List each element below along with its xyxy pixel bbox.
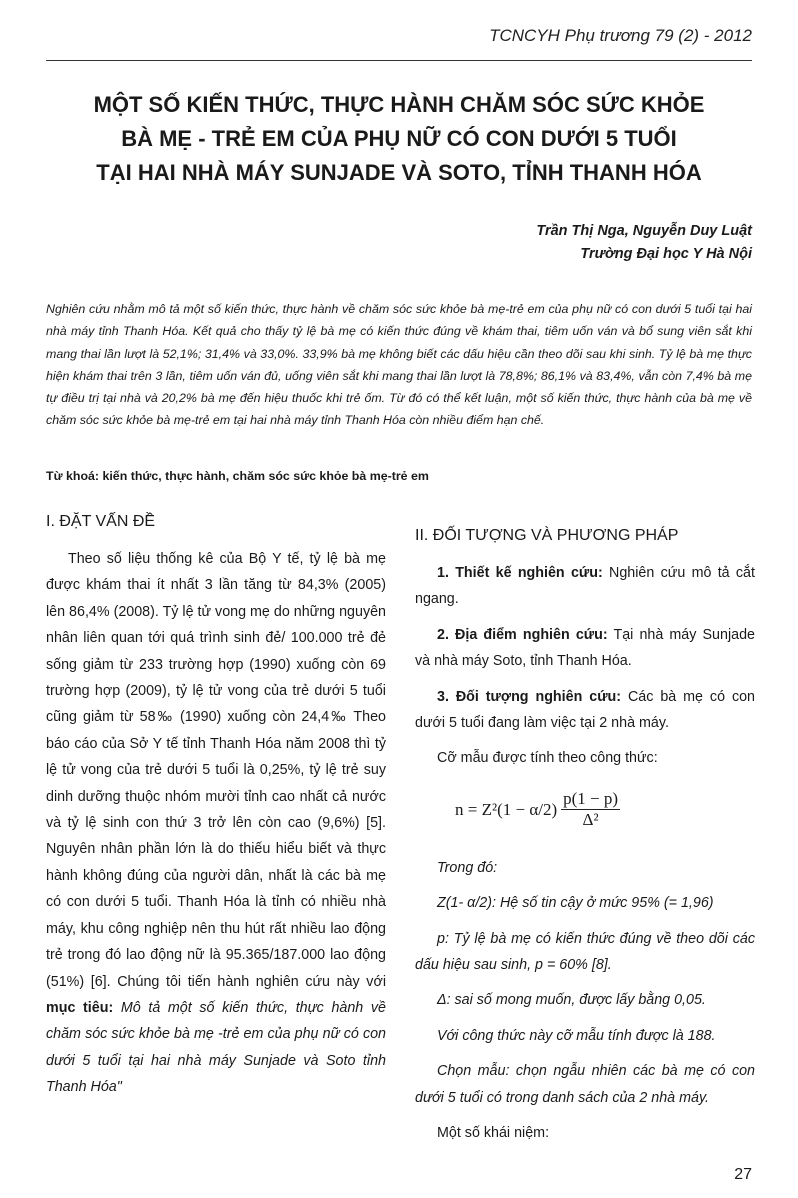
z-text: Hệ số tin cậy ở mức 95% (= 1,96) [496, 895, 714, 912]
header-rule [46, 60, 752, 61]
author-affiliation: Trường Đại học Y Hà Nội [580, 246, 752, 262]
location-paragraph [415, 622, 755, 675]
formula-denominator: Δ² [582, 810, 599, 830]
sample-intro: Cỡ mẫu được tính theo công thức: [437, 750, 658, 767]
z-label: Z(1- α/2): [437, 895, 496, 912]
subjects-label: 3. Đối tượng nghiên cứu: [437, 688, 622, 705]
sampling-method: Chọn mẫu: chọn ngẫu nhiên các bà mẹ có con dưới 5 tuổi có trong danh sách của 2 nhà máy. [415, 1063, 755, 1106]
intro-paragraph [46, 546, 386, 1101]
delta-definition: Δ: sai số mong muốn, được lấy bằng 0,05. [437, 992, 706, 1009]
where-label: Trong đó: [437, 859, 498, 876]
concepts-label: Một số khái niệm: [437, 1125, 550, 1142]
location-label: 2. Địa điểm nghiên cứu: [437, 626, 608, 643]
subjects-paragraph [415, 684, 755, 737]
right-column [415, 524, 755, 1156]
design-paragraph [415, 560, 755, 613]
title-line: MỘT SỐ KIẾN THỨC, THỰC HÀNH CHĂM SÓC SỨC KHỎE [93, 92, 705, 117]
z-definition [415, 890, 755, 916]
aim-label: mục tiêu: [46, 999, 114, 1016]
sample-size-formula [455, 781, 755, 839]
title-line: BÀ MẸ - TRẺ EM CỦA PHỤ NỮ CÓ CON DƯỚI 5 TUỔI [121, 126, 677, 151]
author-names: Trần Thị Nga, Nguyễn Duy Luật [536, 223, 752, 239]
p-definition: p: Tỷ lệ bà mẹ có kiến thức đúng về theo dõi các dấu hiệu sau sinh, p = 60% [8]. [415, 930, 755, 974]
formula-numerator: p(1 − p) [563, 789, 619, 809]
section-heading: II. ĐỐI TƯỢNG VÀ PHƯƠNG PHÁP [415, 527, 679, 544]
left-column [46, 510, 386, 1101]
sample-size-result: Với công thức này cỡ mẫu tính được là 188. [437, 1027, 716, 1044]
author-block [536, 220, 752, 266]
intro-text: Theo số liệu thống kê của Bộ Y tế, tỷ lệ bà mẹ được khám thai ít nhất 3 lần tăng từ 84,3% (2005) lên 86,4% (2008). Tỷ lệ tử vong mẹ do những nguyên nhân liên quan tới quá trình sinh đẻ/ 100.000 trẻ đẻ sống giảm từ 233 trường hợp (1990) xuống còn 69 trường hợp (2009), tỷ lệ tử vong của trẻ dưới 5 tuổi cũng giảm từ 58‰ (1990) xuống còn 24,4‰ Theo báo cáo của Sở Y tế tỉnh Thanh Hóa năm 2008 thì tỷ lệ tử vong của trẻ dưới 5 tuổi là 0,25%, tỷ lệ trẻ suy dinh dưỡng thuộc nhóm mười tỉnh cao nhất cả nước và tỷ lệ sinh con thứ 3 trở lên còn cao (9,6%) [5]. Nguyên nhân phần lớn là do thiếu hiểu biết và thực hành không đúng của người dân, nhất là các bà mẹ có con dưới 5 tuổi. Thanh Hóa là tỉnh có nhiều nhà máy, khu công nghiệp nên thu hút rất nhiều lao động trẻ trong đó lao động nữ là 95.365/187.000 lao động (51%) [6]. Chúng tôi tiến hành nghiên cứu này với [46, 551, 386, 990]
design-text: Nghiên cứu mô tả cắt ngang. [415, 565, 755, 608]
formula-lhs: n = Z²(1 − α/2) [455, 799, 558, 819]
keywords: Từ khoá: kiến thức, thực hành, chăm sóc sức khỏe bà mẹ-trẻ em [46, 469, 429, 483]
section-heading: I. ĐẶT VẤN ĐỀ [46, 513, 156, 530]
page-number: 27 [734, 1166, 752, 1183]
article-title [40, 88, 758, 190]
design-label: 1. Thiết kế nghiên cứu: [437, 565, 603, 581]
subjects-text: Các bà mẹ có con dưới 5 tuổi đang làm việc tại 2 nhà máy. [415, 688, 755, 732]
formula-fraction [561, 789, 620, 830]
aim-text: Mô tả một số kiến thức, thực hành về chăm sóc sức khỏe bà mẹ -trẻ em của phụ nữ có con dưới 5 tuổi tại hai nhà máy Sunjade và Soto tỉnh Thanh Hóa" [46, 999, 386, 1096]
abstract: Nghiên cứu nhằm mô tả một số kiến thức, thực hành về chăm sóc sức khỏe bà mẹ-trẻ em của phụ nữ có con dưới 5 tuổi tại hai nhà máy tỉnh Thanh Hóa. Kết quả cho thấy tỷ lệ bà mẹ có kiến thức đúng về khám thai, tiêm uốn ván và bổ sung viên sắt khi mang thai lần lượt là 52,1%; 31,4% và 33,0%. 33,9% bà mẹ không biết các dấu hiệu cần theo dõi sau khi sinh. Tỷ lệ bà mẹ thực hiện khám thai trên 3 lần, tiêm uốn ván đủ, uống viên sắt khi mang thai lần lượt là 78,8%; 86,1% và 83,4%, vẫn còn 7,4% bà mẹ tự điều trị tại nhà và 20,2% bà mẹ đến hiệu thuốc khi trẻ ốm. Từ đó có thể kết luận, một số kiến thức, thực hành của bà mẹ về chăm sóc sức khỏe bà mẹ-trẻ em tại hai nhà máy tỉnh Thanh Hóa còn nhiều điểm hạn chế. [46, 302, 752, 428]
title-line: TẠI HAI NHÀ MÁY SUNJADE VÀ SOTO, TỈNH THANH HÓA [96, 160, 702, 185]
location-text: Tại nhà máy Sunjade và nhà máy Soto, tỉnh Thanh Hóa. [415, 626, 755, 670]
journal-header: TCNCYH Phụ trương 79 (2) - 2012 [489, 26, 752, 45]
